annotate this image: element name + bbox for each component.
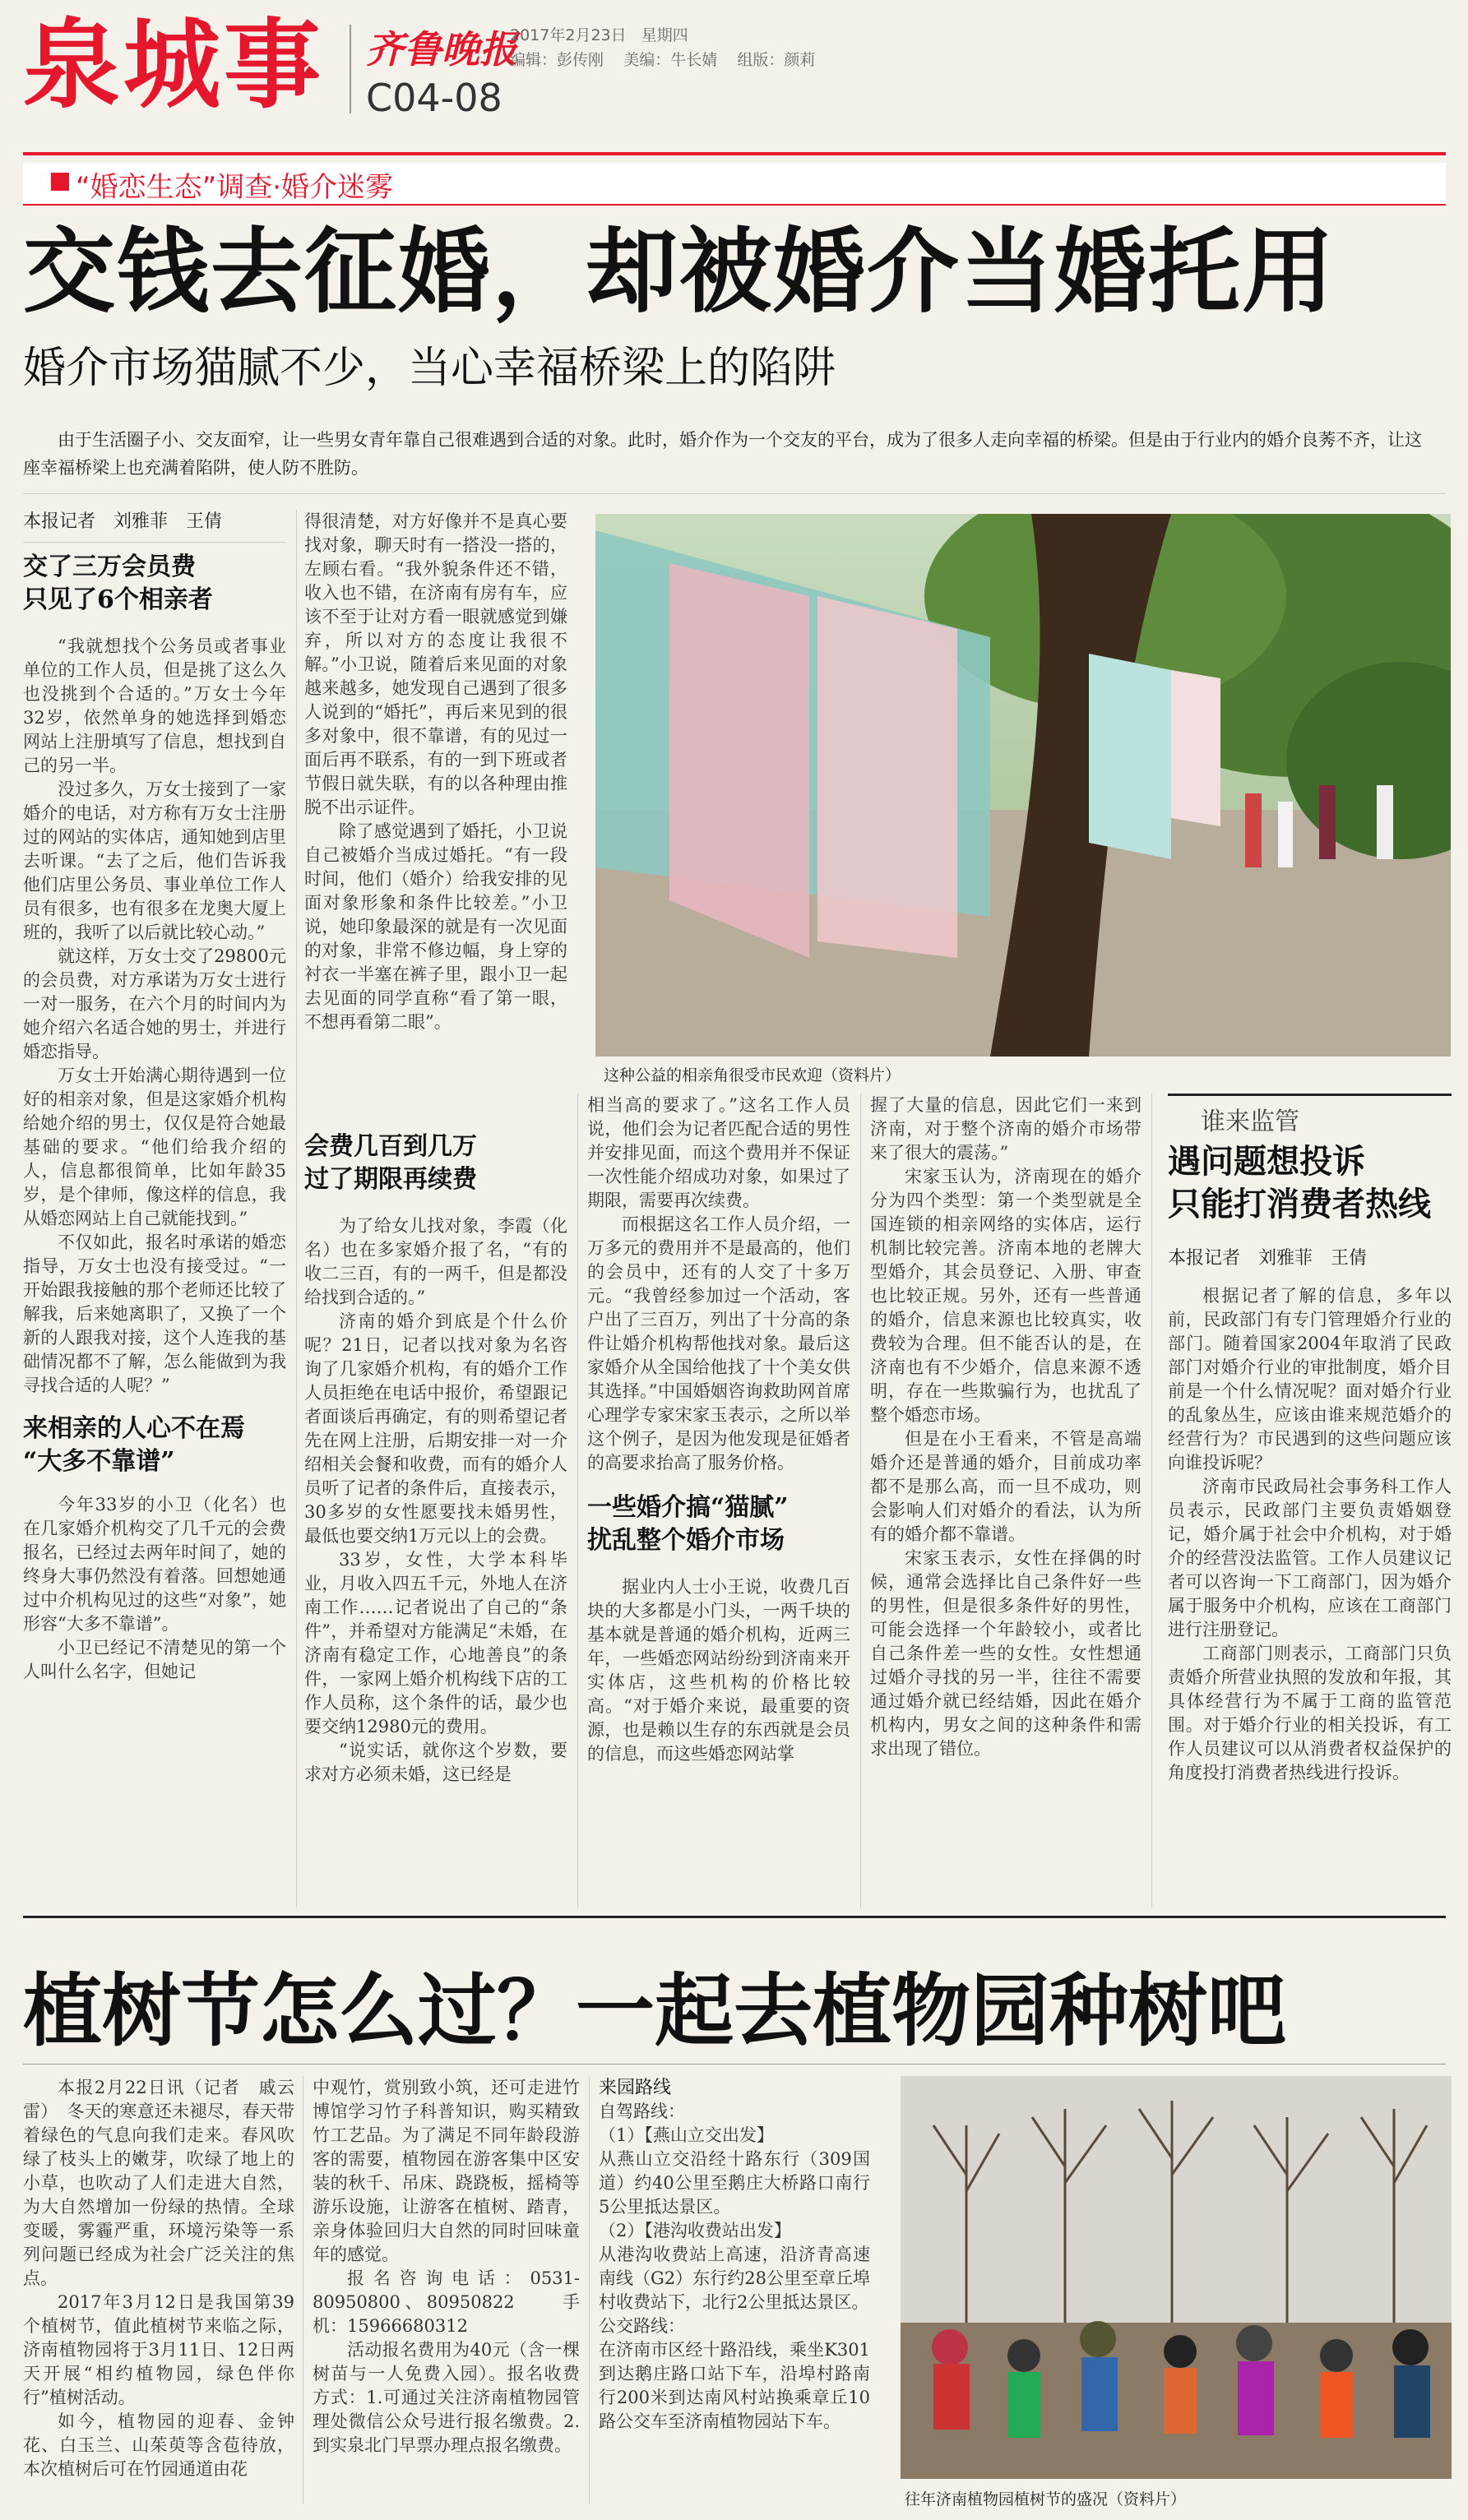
paragraph: 2017年3月12日是我国第39个植树节，值此植树节来临之际，济南植物园将于3月11日、12日两天开展“相约植物园，绿色伴你行”植树活动。 <box>23 2292 294 2407</box>
masthead-credits <box>510 48 815 70</box>
paragraph: 宋家玉认为，济南现在的婚介分为四个类型：第一个类型就是全国连锁的相亲网络的实体店，运行机制比较完善。济南本地的老牌大型婚介，其会员登记、入册、审查也比较正规。另外，还有一些普通的婚介，信息来源也比较真实，收费较为合理。但不能否认的是，在济南也有不少婚介，信息来源不透明，存在一些欺骗行为，也扰乱了整个婚恋市场。 <box>870 1167 1142 1425</box>
bus-route: 在济南市区经十路沿线，乘坐K301到达鹅庄路口站下车，沿埠村路南行200米到达南风村站换乘章丘10路公交车至济南植物园站下车。 <box>599 2340 870 2431</box>
paragraph: 如今，植物园的迎春、金钟花、白玉兰、山茱萸等含苞待放，本次植树后可在竹园通道由花 <box>23 2411 294 2479</box>
headline-2-rule <box>23 2064 1446 2065</box>
top-rule <box>23 152 1446 155</box>
series-marker <box>51 173 69 191</box>
paragraph: 活动报名费用为40元（含一棵树苗与一人免费入园）。报名收费方式：1.可通过关注济南植物园管理处微信公众号进行报名缴费。2.到实泉北门早票办理点报名缴费。 <box>313 2340 580 2455</box>
bus-label: 公交路线： <box>599 2316 685 2336</box>
paragraph: 除了感觉遇到了婚托，小卫说自己被婚介当成过婚托。“有一段时间，他们（婚介）给我安排的见面对象形象和条件比较差。”小卫说，她印象最深的就是有一次见面的对象，非常不修边幅，身上穿的衬衣一半塞在裤子里，跟小卫一起去见面的同学直称“看了第一眼，不想再看第二眼”。 <box>304 821 567 1032</box>
sidebar-supervision <box>1168 1094 1452 1785</box>
photo-caption-1: 这种公益的相亲角很受市民欢迎（资料片） <box>604 1066 901 1084</box>
column-rule <box>860 1094 861 1907</box>
photo-matchmaking-corner <box>595 514 1451 1057</box>
series-label: “婚恋生态”调查·婚介迷雾 <box>76 171 394 204</box>
paragraph: 宋家玉表示，女性在择偶的时候，通常会选择比自己条件好一些的男性，但是很多条件好的男性，可能会选择一个年龄较小，或者比自己条件差一些的女性。女性想通过婚介寻找的另一半，往往不需要通过婚介就已经结婚，因此在婚介机构内，男女之间的这种条件和需求出现了错位。 <box>870 1548 1142 1759</box>
paragraph: “我就想找个公务员或者事业单位的工作人员，但是挑了这么久也没挑到个合适的。”万女士今年32岁，依然单身的她选择到婚恋网站上注册填写了信息，想找到自己的另一半。 <box>23 636 286 775</box>
route-1: 从燕山立交沿经十路东行（309国道）约40公里至鹅庄大桥路口南行5公里抵达景区。 <box>599 2149 870 2217</box>
paragraph: 相当高的要求了。”这名工作人员说，他们会为记者匹配合适的男性并安排见面，而这个费用并不保证一次性能介绍成功对象，如果过了期限，需要再次续费。 <box>587 1095 850 1210</box>
section-heading-2: 来相亲的人心不在焉 “大多不靠谱” <box>23 1414 245 1476</box>
photo-tree-planting <box>901 2076 1452 2479</box>
photo-tree-planting-image <box>901 2076 1452 2479</box>
column-rule <box>1151 1094 1152 1907</box>
route-1-title: （1）【燕山立交出发】 <box>599 2125 774 2145</box>
paragraph: 没过多久，万女士接到了一家婚介的电话，对方称有万女士注册过的网站的实体店，通知她到店里去听课。“去了之后，他们告诉我他们店里公务员、事业单位工作人员有很多，也有很多在龙奥大厦上班的，我听了以后就比较心动。” <box>23 779 286 942</box>
column-rule <box>296 510 297 1907</box>
contact-phone: 报名咨询电话：0531-80950800、80950822 手机：15966680312 <box>313 2268 580 2336</box>
article-column-4 <box>870 1094 1142 1761</box>
paragraph: 不仅如此，报名时承诺的婚恋指导，万女士也没有接受过。“一开始跟我接触的那个老师还比较了解我，后来她离职了，又换了一个新的人跟我对接，这个人连我的基础情况都不了解，怎么能做到为我寻找合适的人呢？” <box>23 1232 286 1395</box>
paragraph: 小卫已经记不清楚见的第一个人叫什么名字，但她记 <box>23 1638 286 1681</box>
art-editor: 美编：牛长婧 <box>623 51 718 69</box>
headline: 交钱去征婚，却被婚介当婚托用 <box>23 219 1336 326</box>
section-heading-1: 交了三万会员费 只见了6个相亲者 <box>23 553 213 614</box>
paragraph: 为了给女儿找对象，李霞（化名）也在多家婚介报了名，“有的收二三百，有的一两千，但是都没给找到合适的。” <box>304 1216 567 1307</box>
paragraph: 但是在小王看来，不管是高端婚介还是普通的婚介，目前成功率都不是那么高，而一旦不成功，则会影响人们对婚介的看法，认为所有的婚介都不靠谱。 <box>870 1429 1142 1544</box>
section-title: 泉城事 <box>23 8 325 122</box>
self-drive-label: 自驾路线： <box>599 2102 685 2121</box>
weekday: 星期四 <box>641 26 688 44</box>
editor: 编辑：彭传刚 <box>510 51 604 69</box>
paragraph: “说实话，就你这个岁数，要求对方必须未婚，这已经是 <box>304 1741 567 1784</box>
route-2: 从港沟收费站上高速，沿济青高速南线（G2）东行约28公里至章丘埠村收费站下，北行2公里抵达景区。 <box>599 2245 870 2312</box>
masthead-date <box>510 23 688 48</box>
story-divider <box>23 1916 1446 1918</box>
section-heading-4: 一些婚介搞“猫腻” 扰乱整个婚介市场 <box>587 1493 789 1555</box>
column-rule <box>589 2076 590 2504</box>
paragraph: 济南市民政局社会事务科工作人员表示，民政部门主要负责婚姻登记，婚介属于社会中介机构，对于婚介的经营没法监管。工作人员建议记者可以咨询一下工商部门，因为婚介属于服务中介机构，应该在工商部门进行注册登记。 <box>1168 1477 1452 1639</box>
section-heading-3: 会费几百到几万 过了期限再续费 <box>304 1132 477 1194</box>
series-rule <box>23 204 1446 206</box>
paragraph: 据业内人士小王说，收费几百块的大多都是小门头，一两千块的基本就是普通的婚介机构，近两三年，一些婚恋网站纷纷到济南来开实体店，这些机构的价格比较高。“对于婚介来说，最重要的资源，也是赖以生存的东西就是会员的信息，而这些婚恋网站掌 <box>587 1577 850 1764</box>
paragraph: 握了大量的信息，因此它们一来到济南，对于整个济南的婚介市场带来了很大的震荡。” <box>870 1095 1142 1163</box>
paragraph: 得很清楚，对方好像并不是真心要找对象，聊天时有一搭没一搭的，左顾右看。“我外貌条件还不错，收入也不错，在济南有房有车，应该不至于让对方看一眼就感觉到嫌弃，所以对方的态度让我很不解。”小卫说，随着后来见面的对象越来越多，她发现自己遇到了很多人说到的“婚托”，再后来见到的很多对象中，很不靠谱，有的见过一面后再不联系，有的一到下班或者节假日就失联，有的以各种理由推脱不出示证件。 <box>304 511 567 817</box>
article2-column-1 <box>23 2076 294 2481</box>
paragraph: 本报2月22日讯（记者 戚云雷） 冬天的寒意还未褪尽，春天带着绿色的气息向我们走来。春风吹绿了枝头上的嫩芽，吹绿了地上的小草，也吹动了人们走进大自然，为大自然增加一份绿的热情。全球变暖，雾霾严重，环境污染等一系列问题已经成为社会广泛关注的焦点。 <box>23 2078 294 2288</box>
sidebar-byline: 本报记者 刘雅菲 王倩 <box>1168 1248 1368 1269</box>
sidebar-label: 谁来监管 <box>1201 1107 1299 1136</box>
date: 2017年2月23日 <box>510 26 627 44</box>
photo-caption-2: 往年济南植物园植树节的盛况（资料片） <box>905 2490 1187 2508</box>
paragraph: 济南的婚介到底是个什么价呢？21日，记者以找对象为名咨询了几家婚介机构，有的婚介工作人员拒绝在电话中报价，希望跟记者面谈后再确定，有的则希望记者先在网上注册，后期安排一对一介绍相关会餐和收费，而有的婚介人员听了记者的条件后，直接表示，30多岁的女性愿要找未婚男性，最低也要交纳1万元以上的会费。 <box>304 1311 567 1546</box>
lead-paragraph: 由于生活圈子小、交友面窄，让一些男女青年靠自己很难遇到合适的对象。此时，婚介作为一个交友的平台，成为了很多人走向幸福的桥梁。但是由于行业内的婚介良莠不齐，让这座幸福桥梁上也充满着陷阱，使人防不胜防。 <box>23 430 1422 478</box>
article-column-3 <box>587 1094 850 1766</box>
article-column-2 <box>304 510 567 1034</box>
page-number: C04-08 <box>366 76 502 120</box>
paper-logo: 齐鲁晚报 <box>366 27 517 72</box>
article-column-1 <box>23 510 286 1684</box>
headline-2: 植树节怎么过？一起去植物园种树吧 <box>23 1965 1286 2057</box>
paragraph: 万女士开始满心期待遇到一位好的相亲对象，但是这家婚介机构给她介绍的男士，仅仅是符合她最基础的要求。“他们给我介绍的人，信息都很简单，比如年龄35岁，是个律师，像这样的信息，我从婚恋网站上自己就能找到。” <box>23 1066 286 1228</box>
paragraph: 今年33岁的小卫（化名）也在几家婚介机构交了几千元的会费报名，已经过去两年时间了，她的终身大事仍然没有着落。回想她通过中介机构见过的这些“对象”，她形容“大多不靠谱”。 <box>23 1495 286 1634</box>
subheadline: 婚介市场猫腻不少，当心幸福桥梁上的陷阱 <box>23 344 836 393</box>
lead-rule <box>23 493 1446 494</box>
byline: 本报记者 刘雅菲 王倩 <box>23 511 223 532</box>
masthead-divider <box>350 25 351 113</box>
paragraph: 就这样，万女士交了29800元的会员费，对方承诺为万女士进行一对一服务，在六个月的时间内为她介绍六名适合她的男士，并进行婚恋指导。 <box>23 946 286 1061</box>
article-column-2b <box>304 1131 567 1787</box>
route-2-title: （2）【港沟收费站出发】 <box>599 2221 791 2240</box>
paragraph: 33岁，女性，大学本科毕业，月收入四五千元，外地人在济南工作……记者说出了自己的“条件”，并希望对方能满足“未婚，在济南有稳定工作，心地善良”的条件，一家网上婚介机构线下店的工作人员称，这个条件的话，最少也要交纳12980元的费用。 <box>304 1550 567 1736</box>
column-rule <box>577 1094 578 1907</box>
photo-matchmaking-corner-image <box>595 514 1451 1057</box>
routes-title: 来园路线 <box>599 2078 672 2098</box>
layout-editor: 组版：颜莉 <box>737 51 816 69</box>
paragraph: 根据记者了解的信息，多年以前，民政部门有专门管理婚介行业的部门。随着国家2004年取消了民政部门对婚介行业的审批制度，婚介目前是一个什么情况呢？面对婚介行业的乱象丛生，应该由谁来规范婚介的经营行为？市民遇到的这些问题应该向谁投诉呢？ <box>1168 1286 1452 1473</box>
sidebar-title: 遇问题想投诉 只能打消费者热线 <box>1168 1143 1431 1223</box>
paragraph: 中观竹，赏别致小筑，还可走进竹博馆学习竹子科普知识，购买精致竹工艺品。为了满足不同年龄段游客的需要，植物园在游客集中区安装的秋千、吊床、跷跷板，摇椅等游乐设施，让游客在植树、踏青，亲身体验回归大自然的同时回味童年的感觉。 <box>313 2078 580 2264</box>
article2-column-3 <box>599 2076 870 2434</box>
article2-column-2 <box>313 2076 580 2458</box>
paragraph: 工商部门则表示，工商部门只负责婚介所营业执照的发放和年报，其具体经营行为不属于工商的监管范围。对于婚介行业的相关投诉，有工作人员建议可以从消费者权益保护的角度投打消费者热线进行投诉。 <box>1168 1644 1452 1782</box>
paragraph: 而根据这名工作人员介绍，一万多元的费用并不是最高的，他们的会员中，还有的人交了十多万元。“我曾经参加过一个活动，客户出了三百万，列出了十分高的条件让婚介机构帮他找对象。最后这家婚介从全国给他找了十个美女供其选择。”中国婚姻咨询救助网首席心理学专家宋家玉表示，之所以举这个例子，是因为他发现是征婚者的高要求抬高了服务价格。 <box>587 1214 850 1473</box>
